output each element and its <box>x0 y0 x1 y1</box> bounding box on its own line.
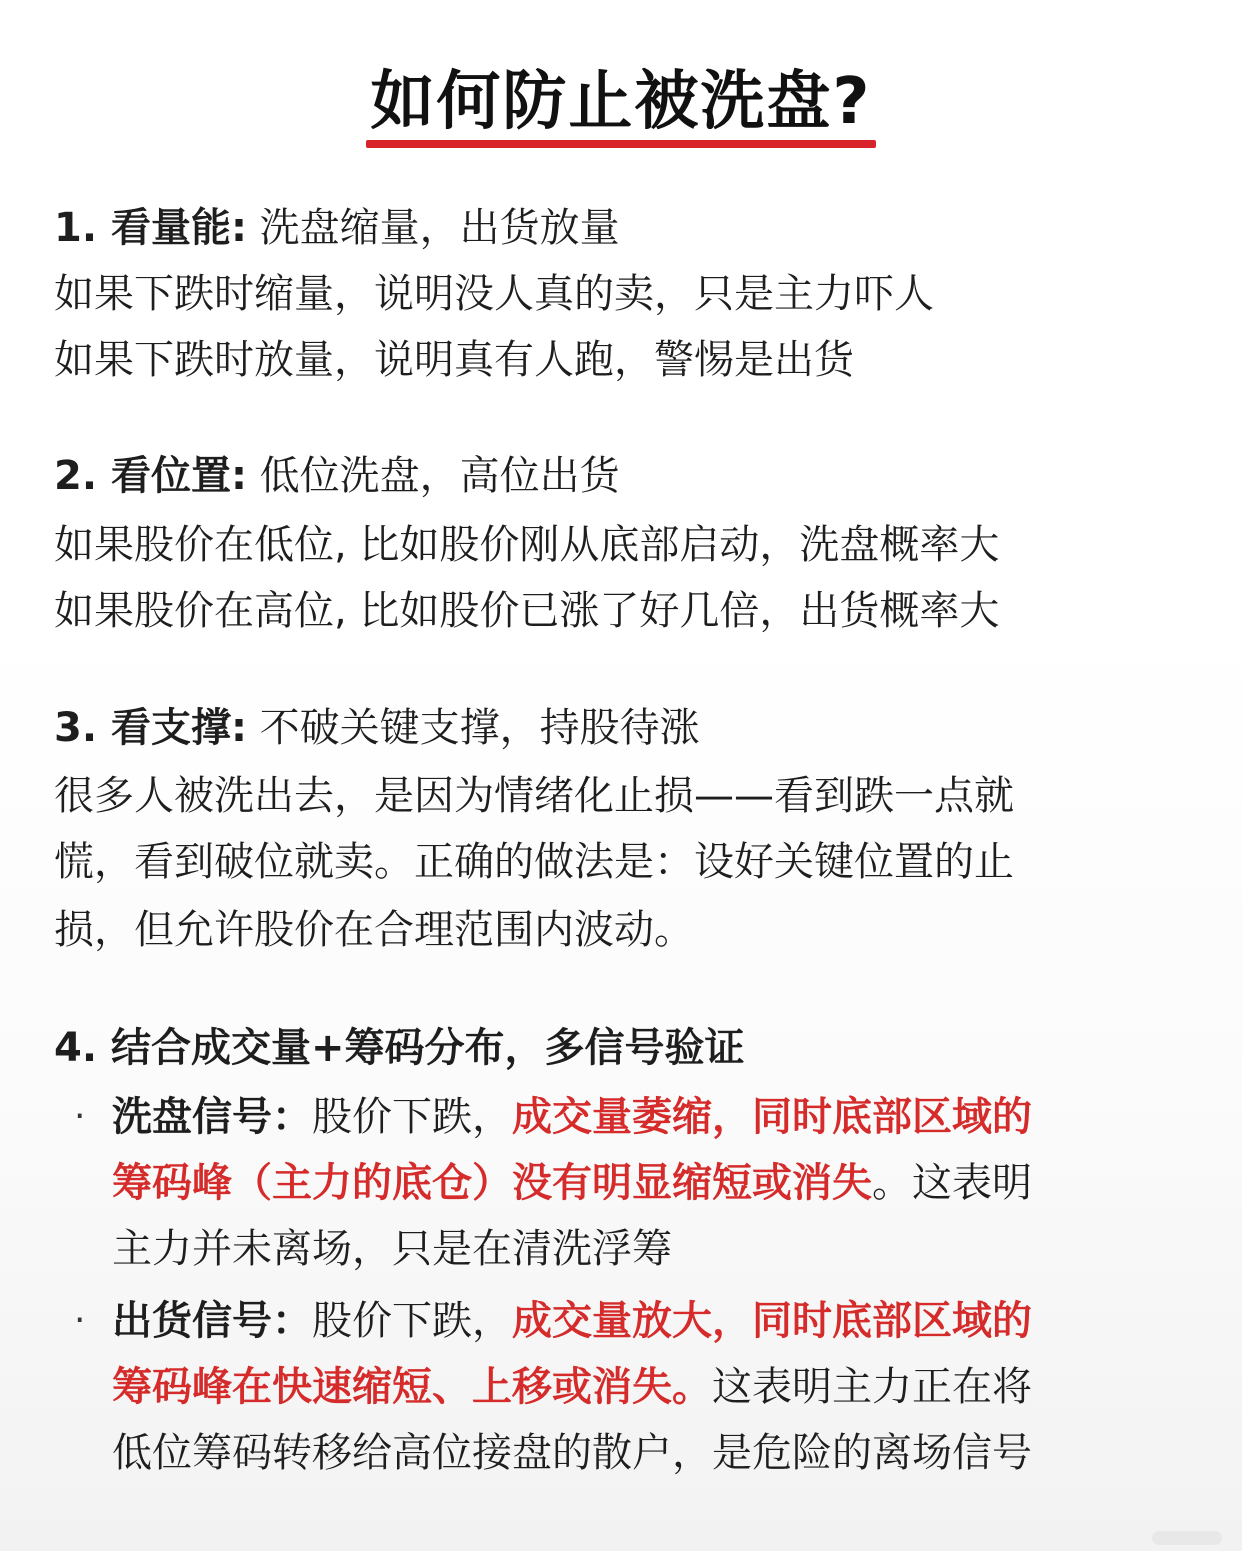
section-2-line-1: 如果股价在低位, 比如股价刚从底部启动，洗盘概率大 <box>54 522 1000 568</box>
section-3-heading <box>54 696 700 760</box>
bullet-2-plain-1: 股价下跌， <box>312 1298 512 1344</box>
bullet-2-plain-2: 这表明主力正在将 <box>712 1364 1032 1410</box>
section-2-label: 2. 看位置: <box>54 453 247 499</box>
section-2-heading <box>54 444 620 508</box>
title-underline <box>366 140 875 148</box>
bullet-2-highlight-1: 成交量放大，同时底部区域的 <box>512 1298 1032 1344</box>
section-4-heading: 4. 结合成交量+筹码分布，多信号验证 <box>54 1025 745 1071</box>
bullet-2-line-1 <box>112 1288 1032 1354</box>
bullet-1-highlight-2: 筹码峰（主力的底仓）没有明显缩短或消失 <box>112 1160 872 1206</box>
bullet-1-line-2 <box>112 1150 1032 1216</box>
section-3-line-3: 损，但允许股价在合理范围内波动。 <box>54 907 694 953</box>
page-title-text: 如何防止被洗盘? <box>370 65 872 139</box>
bullet-1-plain-2: 。这表明 <box>872 1160 1032 1206</box>
page-title <box>366 62 875 142</box>
bullet-1-highlight-1: 成交量萎缩，同时底部区域的 <box>512 1094 1032 1140</box>
section-3-line-1: 很多人被洗出去，是因为情绪化止损——看到跌一点就 <box>54 773 1014 819</box>
bullet-2-label: 出货信号： <box>112 1298 312 1344</box>
section-1-heading-text: 洗盘缩量，出货放量 <box>259 205 620 251</box>
section-3-line-2: 慌，看到破位就卖。正确的做法是：设好关键位置的止 <box>54 839 1014 885</box>
title-block <box>0 62 1242 142</box>
bullet-1-plain-1: 股价下跌， <box>312 1094 512 1140</box>
section-1-line-2: 如果下跌时放量，说明真有人跑，警惕是出货 <box>54 337 854 383</box>
bullet-dot: · <box>74 1096 86 1137</box>
section-3-heading-text: 不破关键支撑，持股待涨 <box>259 705 700 751</box>
section-1-heading <box>54 196 620 260</box>
bullet-2-highlight-2: 筹码峰在快速缩短、上移或消失。 <box>112 1364 712 1410</box>
section-3-label: 3. 看支撑: <box>54 705 247 751</box>
section-2-line-2: 如果股价在高位, 比如股价已涨了好几倍，出货概率大 <box>54 588 1000 634</box>
bullet-2-line-3: 低位筹码转移给高位接盘的散户，是危险的离场信号 <box>112 1430 1032 1476</box>
section-1-label: 1. 看量能: <box>54 205 247 251</box>
bullet-dot: · <box>74 1300 86 1341</box>
bullet-1-line-1 <box>112 1084 1032 1150</box>
bullet-1-line-3: 主力并未离场，只是在清洗浮筹 <box>112 1226 672 1272</box>
section-1-line-1: 如果下跌时缩量，说明没人真的卖，只是主力吓人 <box>54 271 934 317</box>
bullet-1-label: 洗盘信号： <box>112 1094 312 1140</box>
bullet-2-line-2 <box>112 1354 1032 1420</box>
section-2-heading-text: 低位洗盘，高位出货 <box>259 453 620 499</box>
corner-decoration <box>1152 1531 1222 1545</box>
